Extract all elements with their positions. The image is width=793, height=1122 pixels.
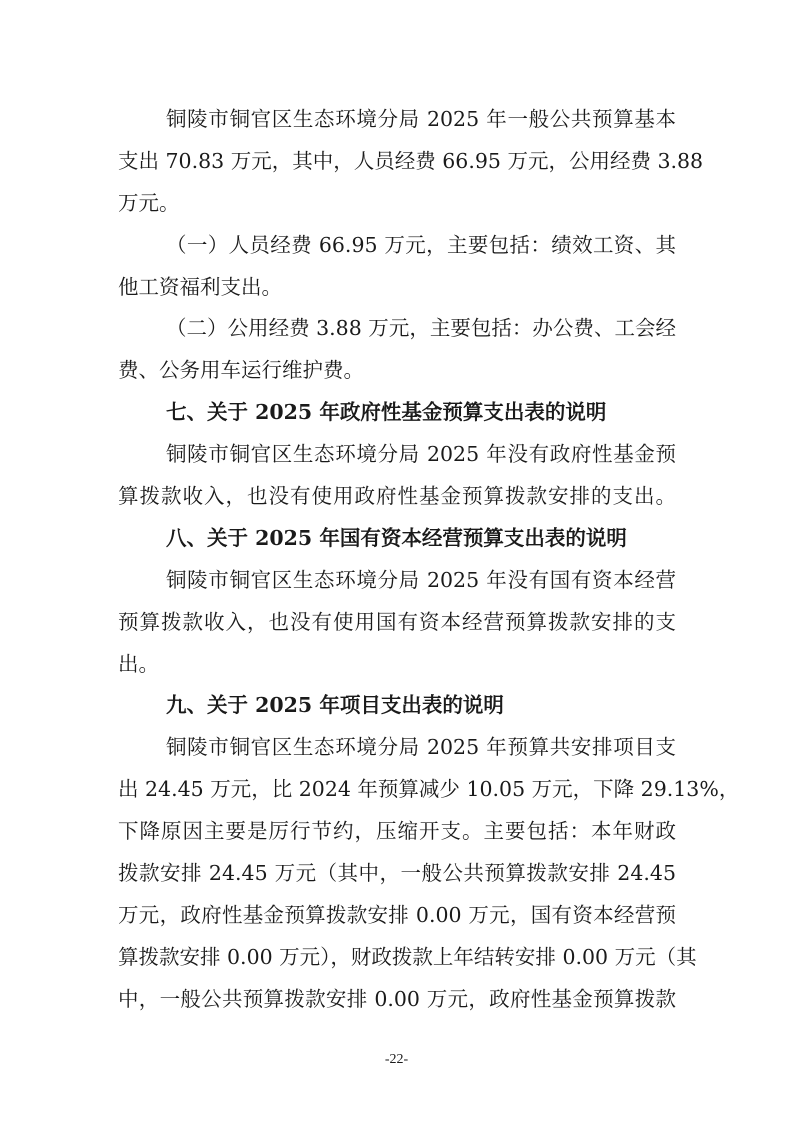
- section-heading: 九、关于 2025 年项目支出表的说明: [166, 693, 504, 718]
- paragraph-line: 铜陵市铜官区生态环境分局 2025 年没有国有资本经营: [166, 567, 676, 592]
- paragraph-line: 铜陵市铜官区生态环境分局 2025 年没有政府性基金预: [166, 442, 676, 467]
- paragraph-line: 下降原因主要是厉行节约，压缩开支。主要包括：本年财政: [118, 819, 676, 844]
- paragraph-line: 拨款安排 24.45 万元（其中，一般公共预算拨款安排 24.45: [118, 861, 676, 886]
- paragraph-line: 出。: [118, 651, 159, 676]
- paragraph-line: 预算拨款收入，也没有使用国有资本经营预算拨款安排的支: [118, 609, 676, 634]
- paragraph-line: 铜陵市铜官区生态环境分局 2025 年预算共安排项目支: [166, 735, 676, 760]
- paragraph-line: 万元。: [118, 190, 180, 215]
- paragraph-line: （一）人员经费 66.95 万元，主要包括：绩效工资、其: [166, 232, 676, 257]
- paragraph-line: 铜陵市铜官区生态环境分局 2025 年一般公共预算基本: [166, 107, 676, 131]
- section-heading: 七、关于 2025 年政府性基金预算支出表的说明: [166, 400, 607, 425]
- paragraph-line: 万元，政府性基金预算拨款安排 0.00 万元，国有资本经营预: [118, 902, 676, 927]
- paragraph-line: 支出 70.83 万元，其中，人员经费 66.95 万元，公用经费 3.88: [118, 148, 704, 173]
- page-number: -22-: [384, 1052, 409, 1067]
- paragraph-line: 中，一般公共预算拨款安排 0.00 万元，政府性基金预算拨款: [118, 986, 676, 1011]
- paragraph-line: 出 24.45 万元，比 2024 年预算减少 10.05 万元，下降 29.13%，: [118, 777, 740, 802]
- paragraph-line: 算拨款收入，也没有使用政府性基金预算拨款安排的支出。: [118, 484, 676, 509]
- paragraph-line: 费、公务用车运行维护费。: [118, 358, 364, 383]
- section-heading: 八、关于 2025 年国有资本经营预算支出表的说明: [166, 525, 627, 550]
- paragraph-line: （二）公用经费 3.88 万元，主要包括：办公费、工会经: [166, 316, 676, 341]
- paragraph-line: 算拨款安排 0.00 万元），财政拨款上年结转安排 0.00 万元（其: [118, 944, 697, 969]
- document-body: [118, 99, 740, 1021]
- paragraph-line: 他工资福利支出。: [118, 274, 282, 299]
